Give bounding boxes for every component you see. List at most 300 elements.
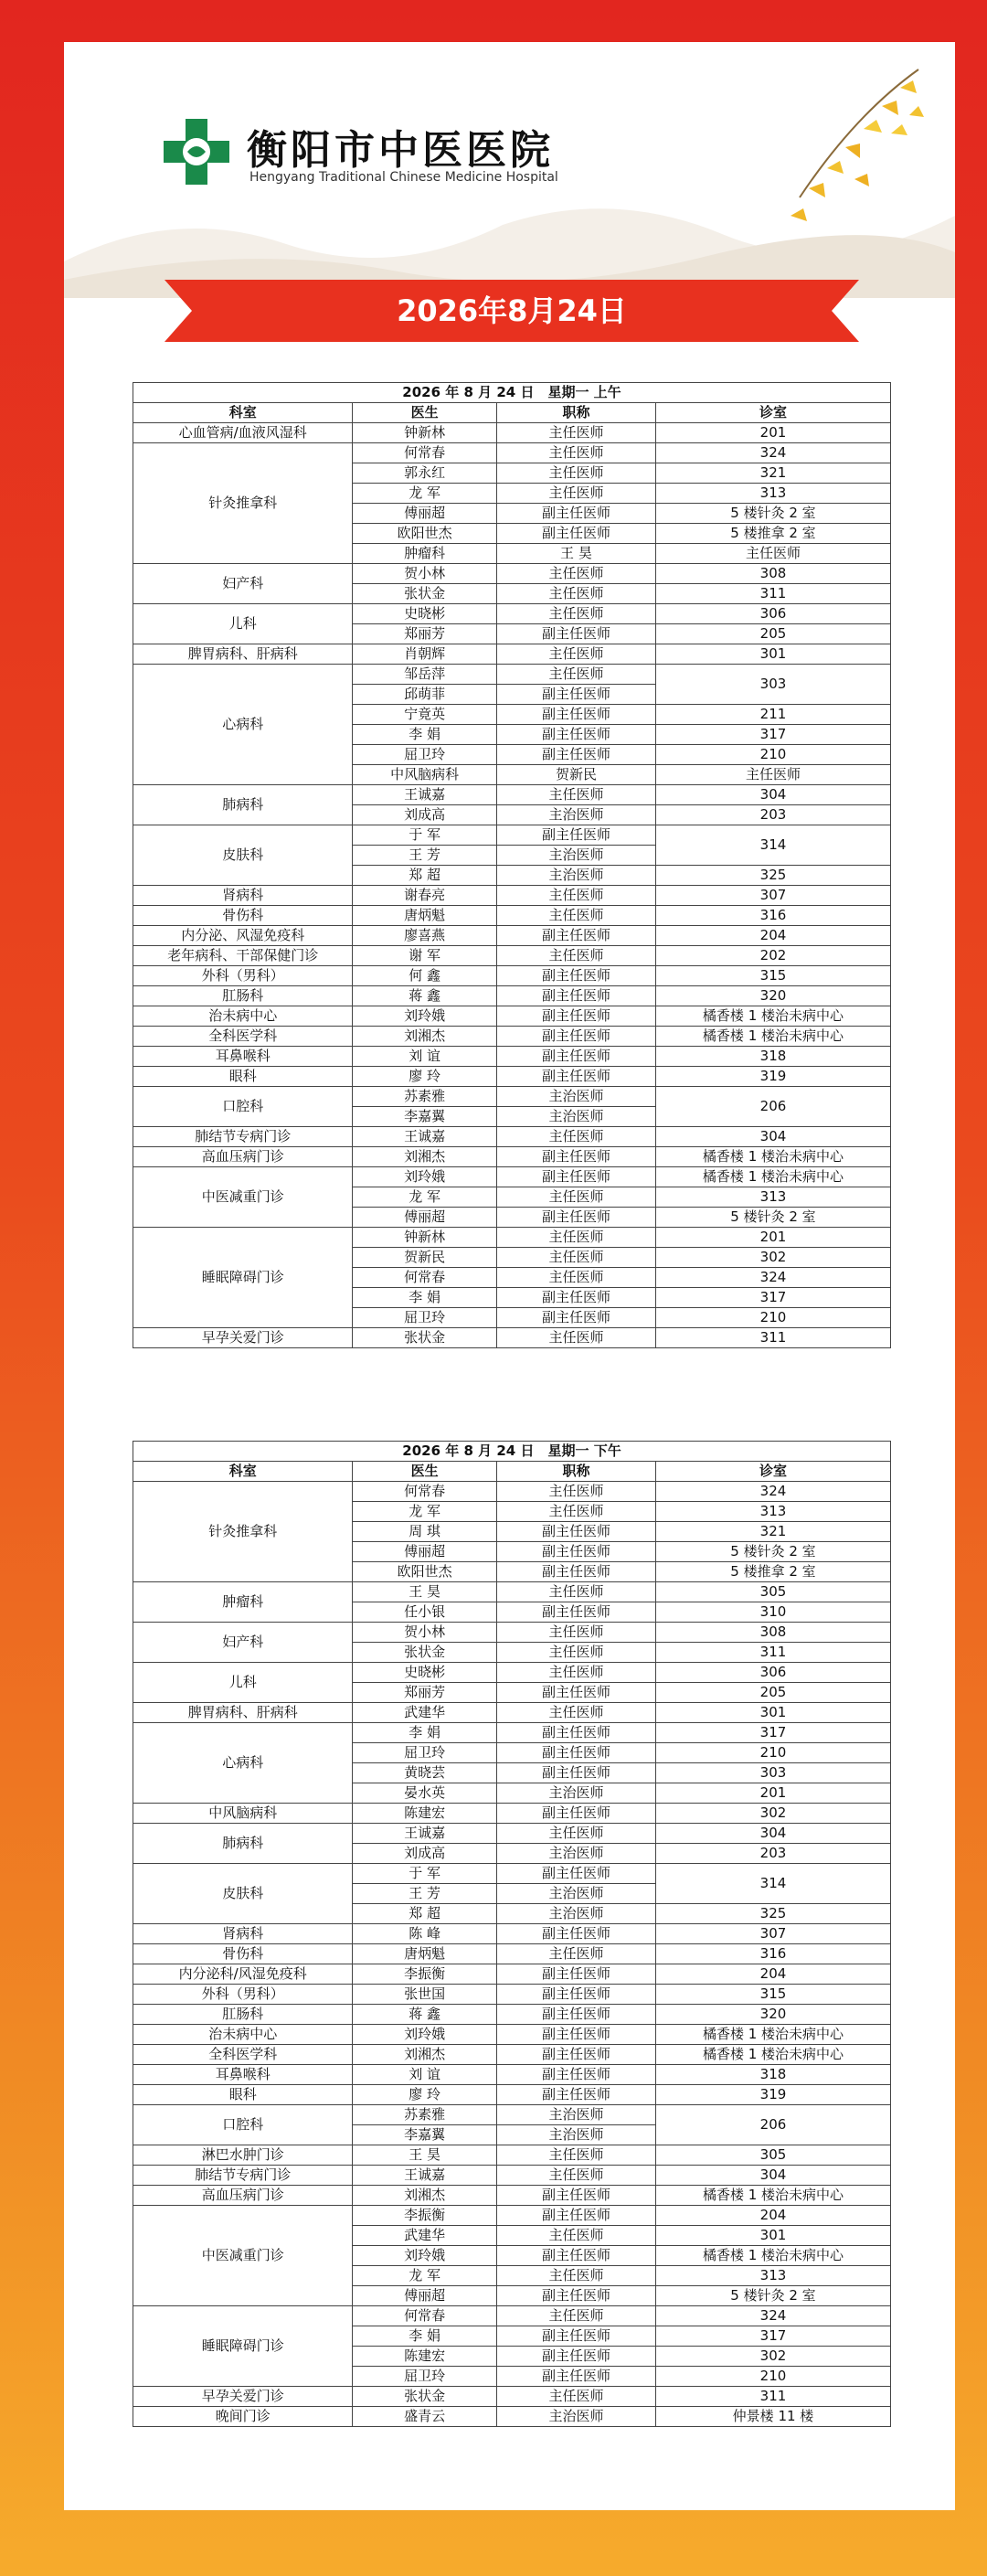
table-row	[133, 1964, 891, 1985]
dept-cell: 肿瘤科	[353, 544, 497, 564]
title-cell: 副主任医师	[496, 1067, 655, 1087]
title-cell: 主任医师	[496, 1502, 655, 1522]
room-cell: 203	[655, 805, 890, 825]
dept-cell: 口腔科	[133, 2105, 353, 2145]
room-cell: 321	[655, 1522, 890, 1542]
title-cell: 主任医师	[496, 1248, 655, 1268]
table-row	[133, 2145, 891, 2166]
doctor-cell: 李嘉翼	[353, 2125, 497, 2145]
room-cell: 橘香楼 1 楼治未病中心	[655, 2045, 890, 2065]
doctor-cell: 李嘉翼	[353, 1107, 497, 1127]
room-cell: 橘香楼 1 楼治未病中心	[655, 1167, 890, 1187]
doctor-cell: 何常春	[353, 1268, 497, 1288]
doctor-cell: 武建华	[353, 1703, 497, 1723]
room-cell: 315	[655, 966, 890, 986]
title-cell: 副主任医师	[496, 504, 655, 524]
title-cell: 副主任医师	[496, 1864, 655, 1884]
dept-cell: 全科医学科	[133, 1027, 353, 1047]
title-cell: 副主任医师	[496, 1924, 655, 1944]
doctor-cell: 李 娟	[353, 725, 497, 745]
title-cell: 副主任医师	[496, 1208, 655, 1228]
title-cell: 副主任医师	[496, 2085, 655, 2105]
doctor-cell: 何常春	[353, 2306, 497, 2326]
doctor-cell: 屈卫玲	[353, 1308, 497, 1328]
doctor-cell: 刘玲娥	[353, 1167, 497, 1187]
room-cell: 311	[655, 1328, 890, 1348]
room-cell: 仲景楼 11 楼	[655, 2407, 890, 2427]
dept-cell: 中风脑病科	[133, 1804, 353, 1824]
doctor-cell: 李 娟	[353, 1723, 497, 1743]
dept-cell: 高血压病门诊	[133, 2186, 353, 2206]
room-cell: 317	[655, 1723, 890, 1743]
dept-cell: 耳鼻喉科	[133, 1047, 353, 1067]
room-cell: 311	[655, 1643, 890, 1663]
table-row	[133, 564, 891, 584]
room-cell: 204	[655, 926, 890, 946]
title-cell: 副主任医师	[496, 1006, 655, 1027]
room-cell: 318	[655, 1047, 890, 1067]
doctor-cell: 唐炳魁	[353, 1944, 497, 1964]
room-cell: 318	[655, 2065, 890, 2085]
room-cell: 311	[655, 2387, 890, 2407]
header-doctor: 医生	[353, 1462, 497, 1482]
hospital-logo-icon	[160, 115, 233, 188]
room-cell: 301	[655, 2226, 890, 2246]
dept-cell: 内分泌科/风湿免疫科	[133, 1964, 353, 1985]
header-doctor: 医生	[353, 403, 497, 423]
room-cell: 202	[655, 946, 890, 966]
table-row	[133, 644, 891, 665]
room-cell: 305	[655, 2145, 890, 2166]
dept-cell: 心病科	[133, 665, 353, 785]
dept-cell: 皮肤科	[133, 1864, 353, 1924]
title-cell: 主任医师	[496, 2266, 655, 2286]
doctor-cell: 欧阳世杰	[353, 524, 497, 544]
doctor-cell: 刘湘杰	[353, 1147, 497, 1167]
doctor-cell: 周 琪	[353, 1522, 497, 1542]
title-cell: 主任医师	[496, 946, 655, 966]
title-cell: 主治医师	[496, 846, 655, 866]
title-cell: 副主任医师	[496, 1047, 655, 1067]
title-cell: 主治医师	[496, 866, 655, 886]
doctor-cell: 李 娟	[353, 1288, 497, 1308]
table-row	[133, 906, 891, 926]
title-cell: 主任医师	[496, 1623, 655, 1643]
title-cell: 副主任医师	[496, 2367, 655, 2387]
title-cell: 主任医师	[496, 1328, 655, 1348]
doctor-cell: 邹岳萍	[353, 665, 497, 685]
room-cell: 201	[655, 1783, 890, 1804]
morning-schedule	[133, 382, 891, 1348]
dept-cell: 肺病科	[133, 1824, 353, 1864]
table-row	[133, 2065, 891, 2085]
title-cell: 副主任医师	[496, 2045, 655, 2065]
dept-cell: 睡眠障碍门诊	[133, 2306, 353, 2387]
doctor-cell: 郑丽芳	[353, 1683, 497, 1703]
title-cell: 主任医师	[496, 423, 655, 443]
room-cell: 5 楼针灸 2 室	[655, 2286, 890, 2306]
title-cell: 主治医师	[496, 1884, 655, 1904]
room-cell: 201	[655, 1228, 890, 1248]
dept-cell: 晚间门诊	[133, 2407, 353, 2427]
dept-cell: 肛肠科	[133, 2005, 353, 2025]
title-cell: 副主任医师	[496, 1743, 655, 1763]
title-cell: 主任医师	[496, 1824, 655, 1844]
title-cell: 副主任医师	[496, 1723, 655, 1743]
title-cell: 副主任医师	[496, 1542, 655, 1562]
dept-cell: 外科（男科）	[133, 1985, 353, 2005]
title-cell: 副主任医师	[496, 2186, 655, 2206]
dept-cell: 高血压病门诊	[133, 1147, 353, 1167]
table-row	[133, 1824, 891, 1844]
title-cell: 副主任医师	[496, 986, 655, 1006]
title-cell: 主任医师	[496, 886, 655, 906]
dept-cell: 皮肤科	[133, 825, 353, 886]
hospital-name: 衡阳市中医医院	[247, 127, 554, 174]
doctor-cell: 苏素雅	[353, 1087, 497, 1107]
table-row	[133, 1087, 891, 1107]
table-row	[133, 423, 891, 443]
room-cell: 319	[655, 1067, 890, 1087]
table-row	[133, 1047, 891, 1067]
title-cell: 主治医师	[496, 1107, 655, 1127]
title-cell: 主治医师	[496, 1783, 655, 1804]
dept-cell: 早孕关爱门诊	[133, 2387, 353, 2407]
doctor-cell: 廖 玲	[353, 2085, 497, 2105]
doctor-cell: 刘成高	[353, 1844, 497, 1864]
table-row	[133, 2387, 891, 2407]
doctor-cell: 史晓彬	[353, 1663, 497, 1683]
doctor-cell: 贺小林	[353, 564, 497, 584]
title-cell: 主任医师	[496, 443, 655, 463]
table-row	[133, 1027, 891, 1047]
table-row	[133, 2025, 891, 2045]
doctor-cell: 王诚嘉	[353, 1824, 497, 1844]
dept-cell: 早孕关爱门诊	[133, 1328, 353, 1348]
title-cell: 主任医师	[496, 2306, 655, 2326]
room-cell: 201	[655, 423, 890, 443]
dept-cell: 外科（男科）	[133, 966, 353, 986]
room-cell: 325	[655, 1904, 890, 1924]
doctor-cell: 王 昊	[353, 2145, 497, 2166]
dept-cell: 妇产科	[133, 564, 353, 604]
table-row	[133, 1944, 891, 1964]
title-cell: 副主任医师	[496, 1683, 655, 1703]
room-cell: 橘香楼 1 楼治未病中心	[655, 1006, 890, 1027]
title-cell: 主任医师	[496, 1663, 655, 1683]
doctor-cell: 陈建宏	[353, 1804, 497, 1824]
doctor-cell: 王 昊	[496, 544, 655, 564]
title-cell: 副主任医师	[496, 1308, 655, 1328]
afternoon-schedule-table	[133, 1441, 891, 2427]
header-room: 诊室	[655, 403, 890, 423]
title-cell: 副主任医师	[496, 2005, 655, 2025]
doctor-cell: 陈 峰	[353, 1924, 497, 1944]
table-row	[133, 604, 891, 624]
doctor-cell: 屈卫玲	[353, 745, 497, 765]
room-cell: 210	[655, 2367, 890, 2387]
room-cell: 314	[655, 1864, 890, 1904]
doctor-cell: 何 鑫	[353, 966, 497, 986]
doctor-cell: 廖 玲	[353, 1067, 497, 1087]
title-cell: 主任医师	[496, 2166, 655, 2186]
table-row	[133, 1006, 891, 1027]
title-cell: 副主任医师	[496, 524, 655, 544]
title-cell: 副主任医师	[496, 685, 655, 705]
title-cell: 副主任医师	[496, 1147, 655, 1167]
room-cell: 321	[655, 463, 890, 484]
room-cell: 橘香楼 1 楼治未病中心	[655, 1027, 890, 1047]
dept-cell: 肺病科	[133, 785, 353, 825]
doctor-cell: 何常春	[353, 443, 497, 463]
room-cell: 210	[655, 1743, 890, 1763]
dept-cell: 骨伤科	[133, 1944, 353, 1964]
dept-cell: 妇产科	[133, 1623, 353, 1663]
poster-panel	[64, 42, 955, 2510]
title-cell: 副主任医师	[496, 1522, 655, 1542]
doctor-cell: 谢 军	[353, 946, 497, 966]
header-dept: 科室	[133, 403, 353, 423]
table-row	[133, 1663, 891, 1683]
doctor-cell: 龙 军	[353, 484, 497, 504]
hospital-name-en: Hengyang Traditional Chinese Medicine Hospital	[249, 170, 558, 185]
title-cell: 主任医师	[496, 604, 655, 624]
room-cell: 5 楼推拿 2 室	[655, 524, 890, 544]
room-cell: 210	[655, 1308, 890, 1328]
doctor-cell: 钟新林	[353, 1228, 497, 1248]
title-cell: 副主任医师	[496, 1602, 655, 1623]
doctor-cell: 屈卫玲	[353, 2367, 497, 2387]
dept-cell: 耳鼻喉科	[133, 2065, 353, 2085]
doctor-cell: 廖喜燕	[353, 926, 497, 946]
doctor-cell: 张状金	[353, 1643, 497, 1663]
room-cell: 205	[655, 1683, 890, 1703]
room-cell: 304	[655, 1127, 890, 1147]
table-row	[133, 1127, 891, 1147]
title-cell: 主任医师	[496, 484, 655, 504]
room-cell: 324	[655, 1268, 890, 1288]
dept-cell: 心病科	[133, 1723, 353, 1804]
title-cell: 副主任医师	[496, 2347, 655, 2367]
title-cell: 主任医师	[496, 584, 655, 604]
title-cell: 副主任医师	[496, 1288, 655, 1308]
table-row	[133, 2206, 891, 2226]
title-cell: 主治医师	[496, 805, 655, 825]
doctor-cell: 龙 军	[353, 2266, 497, 2286]
title-cell: 副主任医师	[496, 1562, 655, 1582]
room-cell: 316	[655, 1944, 890, 1964]
title-cell: 主任医师	[655, 765, 890, 785]
room-cell: 302	[655, 1248, 890, 1268]
room-cell: 302	[655, 1804, 890, 1824]
room-cell: 324	[655, 2306, 890, 2326]
doctor-cell: 蒋 鑫	[353, 986, 497, 1006]
table-row	[133, 2045, 891, 2065]
table-header-row	[133, 403, 891, 423]
title-cell: 主治医师	[496, 1844, 655, 1864]
dept-cell: 针灸推拿科	[133, 443, 353, 564]
table-row	[133, 946, 891, 966]
room-cell: 301	[655, 1703, 890, 1723]
dept-cell: 口腔科	[133, 1087, 353, 1127]
doctor-cell: 欧阳世杰	[353, 1562, 497, 1582]
doctor-cell: 盛青云	[353, 2407, 497, 2427]
room-cell: 320	[655, 2005, 890, 2025]
room-cell: 203	[655, 1844, 890, 1864]
doctor-cell: 李振衡	[353, 1964, 497, 1985]
room-cell: 313	[655, 1502, 890, 1522]
table-row	[133, 1985, 891, 2005]
doctor-cell: 王 昊	[353, 1582, 497, 1602]
dept-cell: 全科医学科	[133, 2045, 353, 2065]
doctor-cell: 刘玲娥	[353, 1006, 497, 1027]
title-cell: 主治医师	[496, 1087, 655, 1107]
table-row	[133, 1623, 891, 1643]
doctor-cell: 刘 谊	[353, 2065, 497, 2085]
doctor-cell: 王诚嘉	[353, 785, 497, 805]
table-row	[133, 1167, 891, 1187]
dept-cell: 肛肠科	[133, 986, 353, 1006]
title-cell: 主任医师	[496, 1643, 655, 1663]
table-row	[133, 1723, 891, 1743]
doctor-cell: 贺小林	[353, 1623, 497, 1643]
title-cell: 副主任医师	[496, 745, 655, 765]
table-row	[133, 886, 891, 906]
table-row	[133, 926, 891, 946]
dept-cell: 中风脑病科	[353, 765, 497, 785]
doctor-cell: 刘成高	[353, 805, 497, 825]
title-cell: 主任医师	[496, 463, 655, 484]
room-cell: 317	[655, 725, 890, 745]
title-cell: 副主任医师	[496, 1964, 655, 1985]
room-cell: 306	[655, 604, 890, 624]
room-cell: 橘香楼 1 楼治未病中心	[655, 2025, 890, 2045]
header-room: 诊室	[655, 1462, 890, 1482]
room-cell: 橘香楼 1 楼治未病中心	[655, 2246, 890, 2266]
room-cell: 301	[655, 644, 890, 665]
table-row	[133, 1924, 891, 1944]
room-cell: 304	[655, 1824, 890, 1844]
room-cell: 320	[655, 986, 890, 1006]
room-cell: 206	[655, 1087, 890, 1127]
room-cell: 324	[655, 1482, 890, 1502]
room-cell: 319	[655, 2085, 890, 2105]
room-cell: 5 楼针灸 2 室	[655, 1208, 890, 1228]
banner-date: 2026年8月24日	[397, 293, 627, 328]
doctor-cell: 蒋 鑫	[353, 2005, 497, 2025]
doctor-cell: 傅丽超	[353, 1542, 497, 1562]
room-cell: 313	[655, 2266, 890, 2286]
title-cell: 副主任医师	[496, 1027, 655, 1047]
session-title: 2026 年 8 月 24 日 星期一 下午	[133, 1442, 891, 1462]
table-row	[133, 1482, 891, 1502]
dept-cell: 肿瘤科	[133, 1582, 353, 1623]
room-cell: 橘香楼 1 楼治未病中心	[655, 1147, 890, 1167]
table-row	[133, 966, 891, 986]
title-cell: 主治医师	[496, 1904, 655, 1924]
room-cell: 324	[655, 443, 890, 463]
dept-cell: 肺结节专病门诊	[133, 2166, 353, 2186]
doctor-cell: 郑 超	[353, 1904, 497, 1924]
doctor-cell: 钟新林	[353, 423, 497, 443]
dept-cell: 中医减重门诊	[133, 1167, 353, 1228]
title-cell: 主任医师	[496, 665, 655, 685]
room-cell: 313	[655, 484, 890, 504]
doctor-cell: 张状金	[353, 2387, 497, 2407]
doctor-cell: 张世国	[353, 1985, 497, 2005]
room-cell: 317	[655, 1288, 890, 1308]
title-cell: 副主任医师	[496, 2326, 655, 2347]
doctor-cell: 刘湘杰	[353, 1027, 497, 1047]
dept-cell: 脾胃病科、肝病科	[133, 1703, 353, 1723]
room-cell: 325	[655, 866, 890, 886]
doctor-cell: 贺新民	[496, 765, 655, 785]
table-row	[133, 1582, 891, 1602]
doctor-cell: 刘玲娥	[353, 2246, 497, 2266]
room-cell: 302	[655, 2347, 890, 2367]
doctor-cell: 于 军	[353, 825, 497, 846]
title-cell: 主任医师	[655, 544, 890, 564]
table-row	[133, 986, 891, 1006]
afternoon-schedule	[133, 1441, 891, 2427]
room-cell: 308	[655, 564, 890, 584]
header-title: 职称	[496, 403, 655, 423]
doctor-cell: 史晓彬	[353, 604, 497, 624]
doctor-cell: 王 芳	[353, 1884, 497, 1904]
table-row	[133, 825, 891, 846]
dept-cell: 肺结节专病门诊	[133, 1127, 353, 1147]
doctor-cell: 龙 军	[353, 1502, 497, 1522]
room-cell: 317	[655, 2326, 890, 2347]
table-row	[133, 2186, 891, 2206]
doctor-cell: 张状金	[353, 1328, 497, 1348]
dept-cell: 淋巴水肿门诊	[133, 2145, 353, 2166]
title-cell: 主任医师	[496, 564, 655, 584]
dept-cell: 内分泌、风湿免疫科	[133, 926, 353, 946]
title-cell: 副主任医师	[496, 705, 655, 725]
table-row	[133, 2306, 891, 2326]
doctor-cell: 傅丽超	[353, 2286, 497, 2306]
doctor-cell: 王 芳	[353, 846, 497, 866]
dept-cell: 肾病科	[133, 1924, 353, 1944]
room-cell: 311	[655, 584, 890, 604]
table-row	[133, 2085, 891, 2105]
doctor-cell: 王诚嘉	[353, 1127, 497, 1147]
header-dept: 科室	[133, 1462, 353, 1482]
dept-cell: 肾病科	[133, 886, 353, 906]
title-cell: 主任医师	[496, 2387, 655, 2407]
room-cell: 211	[655, 705, 890, 725]
doctor-cell: 宁竟英	[353, 705, 497, 725]
title-cell: 副主任医师	[496, 624, 655, 644]
room-cell: 205	[655, 624, 890, 644]
title-cell: 副主任医师	[496, 2065, 655, 2085]
title-cell: 主治医师	[496, 2105, 655, 2125]
doctor-cell: 龙 军	[353, 1187, 497, 1208]
doctor-cell: 屈卫玲	[353, 1743, 497, 1763]
title-cell: 副主任医师	[496, 1167, 655, 1187]
doctor-cell: 刘 谊	[353, 1047, 497, 1067]
title-cell: 主任医师	[496, 1582, 655, 1602]
doctor-cell: 贺新民	[353, 1248, 497, 1268]
dept-cell: 中医减重门诊	[133, 2206, 353, 2306]
room-cell: 308	[655, 1623, 890, 1643]
doctor-cell: 邱萌菲	[353, 685, 497, 705]
table-row	[133, 2005, 891, 2025]
room-cell: 313	[655, 1187, 890, 1208]
title-cell: 副主任医师	[496, 1985, 655, 2005]
title-cell: 主任医师	[496, 1703, 655, 1723]
